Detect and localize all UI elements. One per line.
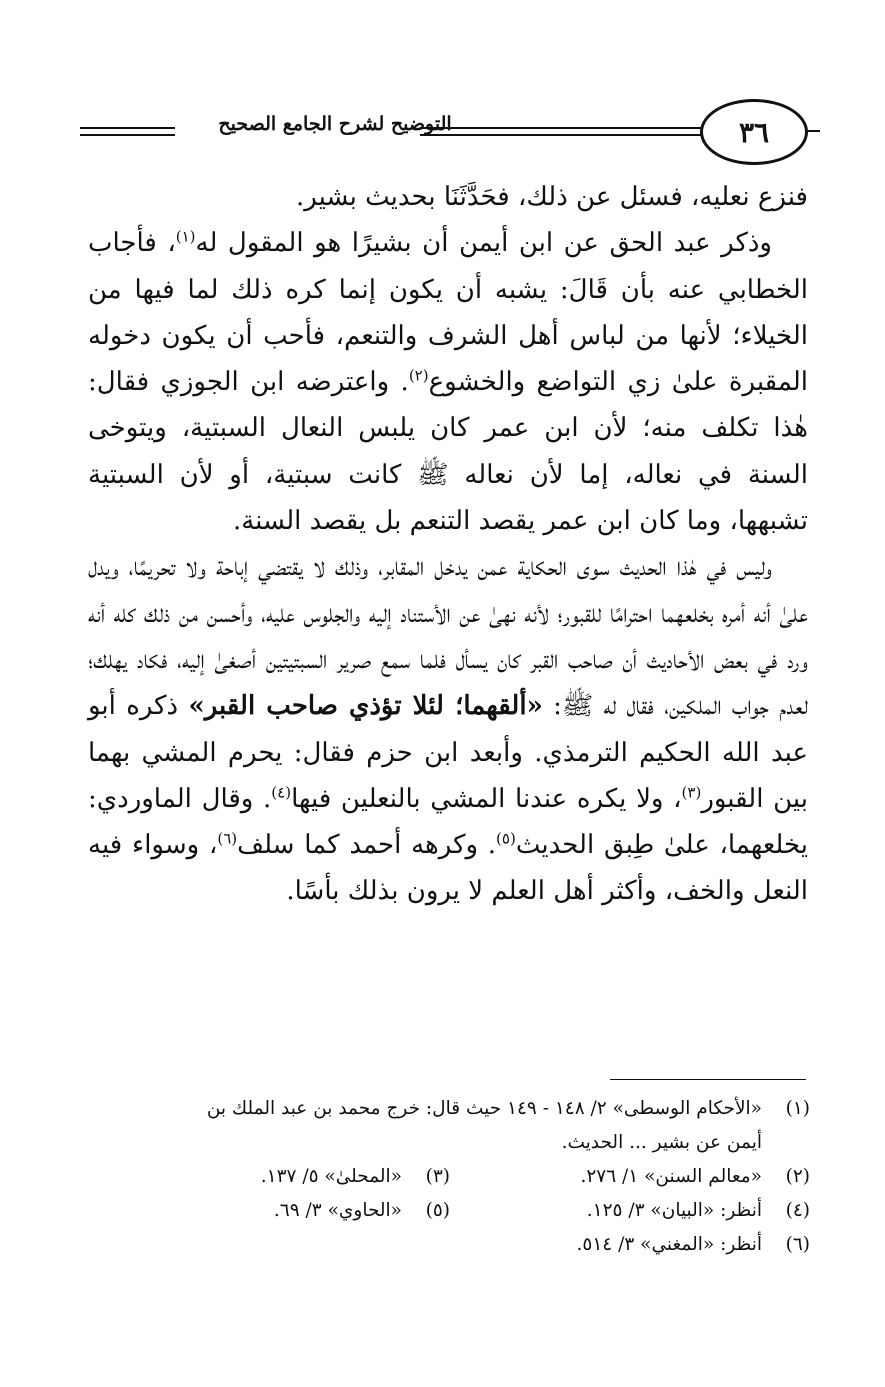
- footnote-6-number: (٦): [785, 1234, 810, 1255]
- paragraph-3-text-e: . وكرهه أحمد كما سلف: [237, 830, 497, 861]
- footnote-1: [90, 1092, 810, 1126]
- footnote-ref-6: (٦): [217, 829, 238, 848]
- footnote-ref-5: (٥): [496, 829, 516, 848]
- paragraph-2-text-c: . واعترضه ابن الجوزي فقال: هٰذا تكلف منه؛ لأن ابن عمر كان يلبس النعال السبتية، ويتوخى السنة في نعاله، إما لأن نعاله ﷺ كانت سبتية، أو لأن السبتية تشبهها، وما كان ابن عمر يقصد التنعم بل يقصد السنة.: [88, 367, 808, 537]
- footnote-1-cont-text: أيمن عن بشير ... الحديث.: [561, 1132, 762, 1153]
- header-rule-right-inner: [420, 134, 705, 136]
- footnote-4-text: أنظر: «البيان» ٣/ ١٢٥.: [586, 1200, 762, 1221]
- page-number-badge: [700, 99, 808, 165]
- footnote-3-number: (٣): [425, 1166, 450, 1187]
- footnote-5-text: «الحاوي» ٣/ ٦٩.: [273, 1200, 402, 1221]
- footnote-5-number: (٥): [425, 1200, 450, 1221]
- paragraph-3-text-f: ، وسواء فيه النعل والخف، وأكثر أهل العلم لا يرون بذلك بأسًا.: [88, 830, 808, 907]
- running-header: [60, 95, 820, 165]
- footnote-row-2-3: [90, 1160, 810, 1194]
- footnote-1-number: (١): [785, 1098, 810, 1119]
- footnote-3: [90, 1160, 450, 1194]
- paragraph-1-text: فنزع نعليه، فسئل عن ذلك، فحَدَّثَنَا بحديث بشير.: [295, 182, 808, 212]
- paragraph-3-text-a: وليس في هٰذا الحديث سوى الحكاية عمن يدخل المقابر، وذلك لا يقتضي إباحة ولا تحريمًا، ويدل علىٰ أنه أمره بخلعهما احترامًا للقبور؛ لأنه نهىٰ عن الأستناد إليه والجلوس عليه، وأحسن من ذلك كله أنه ورد في بعض الأحاديث أن صاحب القبر كان يسأل فلما سمع صرير السبتيتين أصغىٰ إليه، فكاد يهلك؛ لعدم جواب الملكين، فقال له ﷺ:: [88, 552, 808, 722]
- footnote-6-text: أنظر: «المغني» ٣/ ٥١٤.: [576, 1234, 762, 1255]
- footnote-5: [90, 1194, 450, 1228]
- paragraph-3: [88, 544, 808, 914]
- footnote-2-text: «معالم السنن» ١/ ٢٧٦.: [580, 1166, 762, 1187]
- footnote-1-text: «الأحكام الوسطى» ٢/ ١٤٨ - ١٤٩ حيث قال: خرج محمد بن عبد الملك بن: [206, 1098, 762, 1119]
- header-rule-right-outer: [420, 127, 705, 129]
- book-title: التوضيح لشرح الجامع الصحيح: [218, 113, 452, 135]
- footnote-ref-2: (٢): [408, 366, 429, 385]
- footnote-ref-1: (١): [175, 227, 196, 246]
- footnote-4-number: (٤): [785, 1200, 810, 1221]
- paragraph-2-text-a: وذكر عبد الحق عن ابن أيمن أن بشيرًا هو المقول له: [195, 228, 772, 259]
- footnote-ref-3: (٣): [681, 783, 702, 802]
- paragraph-3-text-d: . وقال الماوردي: يخلعهما، علىٰ طِبق الحديث: [88, 783, 808, 861]
- hadith-quote: «ألقهما؛ لئلا تؤذي صاحب القبر»: [188, 691, 543, 722]
- footnote-2: [450, 1160, 810, 1194]
- page-number: ٣٦: [738, 115, 770, 149]
- footnotes: [90, 1092, 810, 1262]
- footnote-row-4-5: [90, 1194, 810, 1228]
- paragraph-3-text-c: ، ولا يكره عندنا المشي بالنعلين فيها: [291, 783, 682, 814]
- footnote-4: [450, 1194, 810, 1228]
- footnote-3-text: «المحلىٰ» ٥/ ١٣٧.: [260, 1166, 402, 1187]
- paragraph-2: [88, 220, 808, 544]
- footnote-ref-4: (٤): [271, 783, 292, 802]
- paragraph-1: [88, 174, 808, 220]
- paragraph-3-text-b: ذكره أبو عبد الله الحكيم الترمذي. وأبعد ابن حزم فقال: يحرم المشي بهما بين القبور: [88, 691, 808, 814]
- header-rule-left-outer: [80, 127, 175, 129]
- paragraph-2-text-b: ، فأجاب الخطابي عنه بأن قَالَ: يشبه أن يكون إنما كره ذلك لما فيها من الخيلاء؛ لأنها من لباس أهل الشرف والتنعم، فأحب أن يكون دخوله المقبرة علىٰ زي التواضع والخشوع: [88, 228, 808, 398]
- main-text: [88, 174, 808, 915]
- footnote-6: [90, 1228, 810, 1262]
- footnote-2-number: (٢): [785, 1166, 810, 1187]
- header-rule-left-inner: [80, 134, 175, 136]
- footnote-separator: [610, 1079, 806, 1080]
- footnote-1-continuation: [90, 1126, 810, 1160]
